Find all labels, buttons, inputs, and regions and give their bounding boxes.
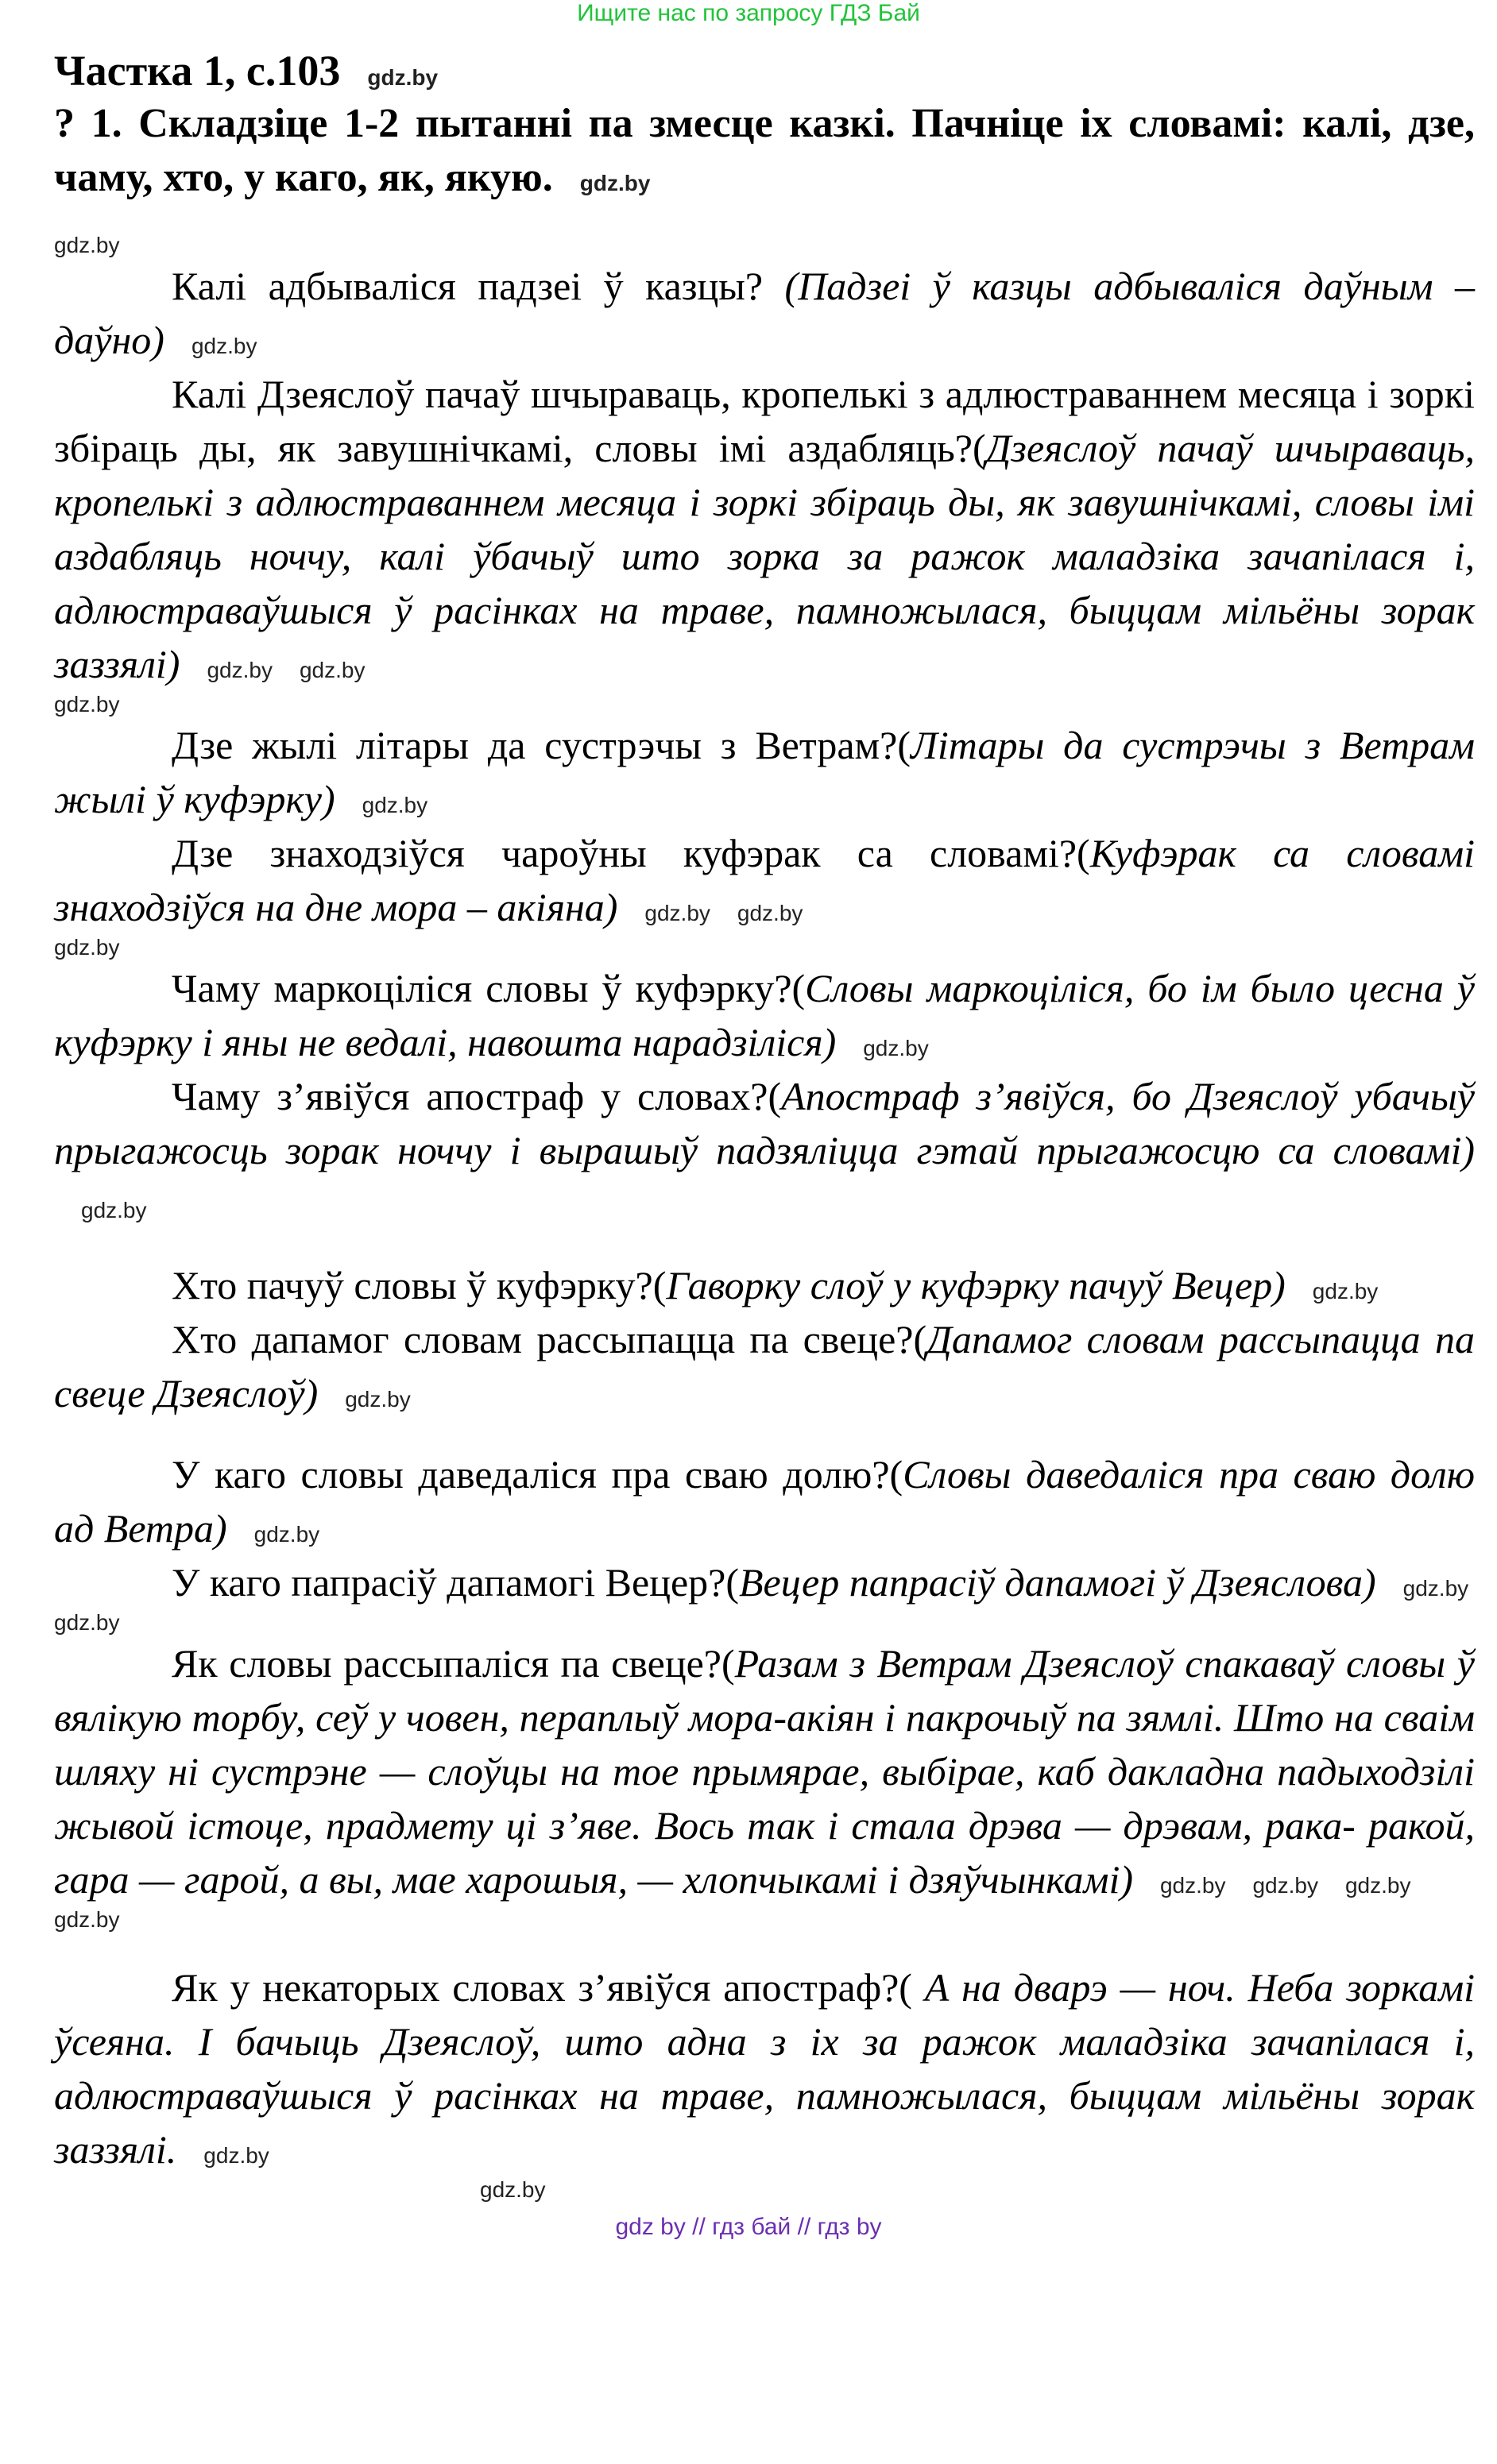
watermark: gdz.by bbox=[1252, 1873, 1318, 1898]
watermark: gdz.by bbox=[644, 901, 710, 925]
qa-paragraph bbox=[54, 961, 1475, 1069]
question-text: Чаму з’явіўся апостраф у словах?( bbox=[172, 1074, 782, 1118]
watermark: gdz.by bbox=[54, 233, 120, 257]
watermark: gdz.by bbox=[1344, 1873, 1411, 1898]
answer-text: Куфэрак са словамі знаходзіўся на дне мора – акіяна) bbox=[54, 831, 1475, 929]
watermark: gdz.by bbox=[367, 65, 439, 90]
top-banner: Ищите нас по запросу ГДЗ Бай bbox=[577, 0, 920, 26]
question-text: Калі Дзеяслоў пачаў шчыраваць, кропелькі з адлюстраваннем месяца і зоркі збіраць ды, як завушнічкамі, словы імі аздабляць?( bbox=[54, 372, 1475, 470]
answer-text: Словы даведаліся пра сваю долю ад Ветра) bbox=[54, 1452, 1475, 1551]
answer-text: Разам з Ветрам Дзеяслоў спакаваў словы ў вялікую торбу, сеў у човен, пераплыў мора-акіян і пакрочыў па зямлі. Што на сваім шляху ні сустрэне — слоўцы на тое прымярае, выбірае, каб дакладна падыходзілі жывой істоце, прадмету ці з’яве. Вось так і стала дрэва — дрэвам, рака- ракой, гара — гарой, а вы, мае харошыя, — хлопчыкамі і дзяўчынкамі) bbox=[54, 1641, 1475, 1902]
watermark: gdz.by bbox=[54, 935, 120, 960]
watermark: gdz.by bbox=[362, 793, 428, 817]
qa-paragraph bbox=[54, 1312, 1475, 1420]
question-text: Калі адбываліся падзеі ў казцы? bbox=[172, 264, 785, 308]
watermark: gdz.by bbox=[191, 334, 257, 358]
watermark: gdz.by bbox=[737, 901, 803, 925]
answer-text: (Падзеі ў казцы адбываліся даўным – даўно) bbox=[54, 264, 1475, 362]
watermark: gdz.by bbox=[299, 658, 366, 682]
answer-text: А на дварэ — ноч. Неба зоркамі ўсеяна. І бачыць Дзеяслоў, што адна з іх за ражок маладзіка зачапілася і, адлюстраваўшыся ў расінках на траве, памножылася, быццам мільёны зорак заззялі. bbox=[54, 1965, 1476, 2172]
task-question bbox=[54, 97, 1475, 205]
watermark: gdz.by bbox=[54, 1610, 120, 1635]
answer-text: Літары да сустрэчы з Ветрам жылі ў куфэрку) bbox=[54, 723, 1475, 821]
qa-paragraph bbox=[54, 259, 1475, 367]
watermark: gdz.by bbox=[54, 692, 120, 716]
answer-text: Дзеяслоў пачаў шчыраваць, кропелькі з адлюстраваннем месяца і зоркі збіраць ды, як завушнічкамі, словы імі аздабляць ноччу, калі ўбачыў што зорка за ражок маладзіка зачапілася і, адлюстраваўшыся ў расінках на траве, памножылася, быццам мільёны зорак заззялі) bbox=[54, 426, 1475, 686]
question-text: Дзе жылі літары да сустрэчы з Ветрам?( bbox=[172, 723, 911, 767]
answer-text: Словы маркоціліся, бо ім было цесна ў куфэрку і яны не ведалі, навошта нарадзіліся) bbox=[54, 966, 1475, 1064]
watermark: gdz.by bbox=[203, 2143, 269, 2168]
question-text: У каго папрасіў дапамогі Вецер?( bbox=[172, 1560, 740, 1605]
watermark: gdz.by bbox=[207, 658, 273, 682]
qa-paragraph bbox=[54, 1258, 1475, 1312]
qa-paragraph bbox=[54, 1636, 1475, 1906]
document-body bbox=[0, 27, 1497, 2203]
watermark: gdz.by bbox=[54, 1907, 120, 1932]
question-text: У каго словы даведаліся пра сваю долю?( bbox=[172, 1452, 903, 1497]
question-text: Чаму маркоціліся словы ў куфэрку?( bbox=[172, 966, 806, 1010]
question-text: Як словы рассыпаліся па свеце?( bbox=[172, 1641, 735, 1686]
answer-text: Вецер папрасіў дапамогі ў Дзеяслова) bbox=[739, 1560, 1376, 1605]
watermark: gdz.by bbox=[1312, 1279, 1379, 1303]
answer-text: Гаворку слоў у куфэрку пачуў Вецер) bbox=[666, 1263, 1286, 1307]
heading-text: Частка 1, с.103 bbox=[54, 47, 341, 95]
qa-paragraph bbox=[54, 1447, 1475, 1555]
footer-links[interactable]: gdz by // гдз бай // гдз by bbox=[615, 2214, 882, 2240]
qa-paragraph bbox=[54, 826, 1475, 934]
watermark: gdz.by bbox=[863, 1036, 929, 1060]
question-text: Хто пачуў словы ў куфэрку?( bbox=[172, 1263, 667, 1307]
question-text: Хто дапамог словам рассыпацца па свеце?( bbox=[172, 1317, 927, 1361]
page-heading bbox=[54, 44, 1475, 97]
answer-text: Дапамог словам рассыпацца па свеце Дзеяслоў) bbox=[54, 1317, 1475, 1415]
watermark: gdz.by bbox=[480, 2177, 546, 2202]
answer-text: Апостраф з’явіўся, бо Дзеяслоў убачыў прыгажосць зорак ноччу і вырашыў падзяліцца гэтай прыгажосцю са словамі) bbox=[54, 1074, 1476, 1172]
question-text: Дзе знаходзіўся чароўны куфэрак са словамі?( bbox=[172, 831, 1090, 875]
question-text: Як у некаторых словах з’явіўся апостраф?( bbox=[172, 1965, 925, 2010]
qa-paragraph bbox=[54, 1555, 1475, 1609]
qa-paragraph bbox=[54, 367, 1475, 691]
watermark: gdz.by bbox=[253, 1522, 320, 1547]
watermark: gdz.by bbox=[1159, 1873, 1226, 1898]
qa-paragraph bbox=[54, 1960, 1475, 2176]
watermark: gdz.by bbox=[1402, 1576, 1469, 1601]
watermark: gdz.by bbox=[579, 171, 651, 195]
watermark: gdz.by bbox=[81, 1198, 147, 1222]
task-text: ? 1. Складзіце 1-2 пытанні па змесце казкі. Пачніце іх словамі: калі, дзе, чаму, хто, у каго, як, якую. bbox=[54, 101, 1475, 200]
qa-paragraph bbox=[54, 1069, 1475, 1231]
watermark: gdz.by bbox=[345, 1387, 411, 1412]
qa-paragraph bbox=[54, 718, 1475, 826]
